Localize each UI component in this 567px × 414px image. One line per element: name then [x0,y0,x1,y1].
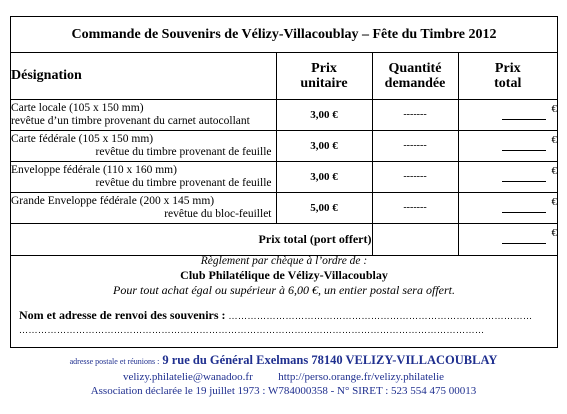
item-total-field[interactable]: € [458,99,557,130]
postal-address [0,352,567,370]
total-blank-line [502,109,546,120]
address-prefix: adresse postale et réunions : [69,357,160,366]
email-link[interactable]: velizy.philatelie@wanadoo.fr [122,371,253,383]
item-designation: Enveloppe fédérale (110 x 160 mm) revêtue du timbre provenant de feuille [11,161,276,192]
return-address-label: Nom et adresse de renvoi des souvenirs : [19,308,226,322]
item-unit-price: 3,00 € [276,161,372,192]
website-link[interactable]: http://perso.orange.fr/velizy.philatelie [278,371,445,383]
offer-note: Pour tout achat égal ou supérieur à 6,00 €, un entier postal sera offert. [113,283,455,297]
order-table [11,53,557,256]
payee-name: Club Philatélique de Vélizy-Villacoublay [180,268,388,282]
item-total-field[interactable]: € [458,192,557,223]
item-unit-price: 3,00 € [276,99,372,130]
total-blank-line [502,202,546,213]
return-address-line-2[interactable]: ………………………………………………………………………………………………………………………………… [19,325,485,335]
header-unit-price: Prix unitaire [276,53,372,99]
table-row [11,130,557,161]
item-quantity-field[interactable]: ------- [372,192,458,223]
item-unit-price: 5,00 € [276,192,372,223]
return-address-line[interactable] [19,308,533,323]
total-blank-line [502,140,546,151]
order-form [10,16,558,348]
item-designation: Carte locale (105 x 150 mm) revêtue d’un timbre provenant du carnet autocollant [11,99,276,130]
address-text: 9 rue du Général Exelmans 78140 VELIZY-VILLACOUBLAY [162,353,498,367]
total-blank-line [502,171,546,182]
return-address-dots: …………………………………………………………………………………… [228,311,533,321]
total-row [11,223,557,255]
item-designation: Grande Enveloppe fédérale (200 x 145 mm) revêtue du bloc-feuillet [11,192,276,223]
total-label: Prix total (port offert) [11,223,372,255]
item-total-field[interactable]: € [458,130,557,161]
header-quantity: Quantité demandée [372,53,458,99]
item-quantity-field[interactable]: ------- [372,130,458,161]
grand-total-field[interactable]: € [458,223,557,255]
item-total-field[interactable]: € [458,161,557,192]
item-quantity-field[interactable]: ------- [372,161,458,192]
table-row [11,192,557,223]
email-web [0,370,567,384]
contact-info [0,352,567,398]
payment-instruction: Règlement par chèque à l’ordre de : [200,255,368,267]
payment-info [11,255,557,297]
total-empty-cell [372,223,458,255]
form-title: Commande de Souvenirs de Vélizy-Villacoublay – Fête du Timbre 2012 [11,17,557,53]
table-row [11,99,557,130]
item-designation: Carte fédérale (105 x 150 mm) revêtue du timbre provenant de feuille [11,130,276,161]
table-row [11,161,557,192]
header-designation: Désignation [11,53,276,99]
item-quantity-field[interactable]: ------- [372,99,458,130]
header-row [11,53,557,99]
association-info: Association déclarée le 19 juillet 1973 : W784000358 - N° SIRET : 523 554 475 00013 [90,385,477,397]
total-blank-line [502,233,546,244]
header-total: Prix total [458,53,557,99]
item-unit-price: 3,00 € [276,130,372,161]
